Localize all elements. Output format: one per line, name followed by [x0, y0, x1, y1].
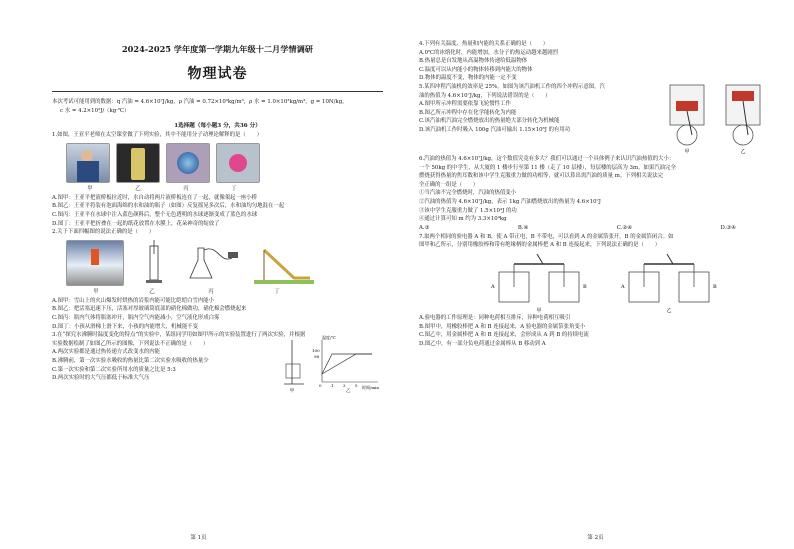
- q6-statement-4: ④通过计算可知 m 约为 3.3×10⁴kg: [419, 216, 507, 223]
- electroscope-caption-jia: 甲: [536, 307, 542, 314]
- graph-y-label: 温度/℃: [322, 335, 336, 341]
- q5-option-b: B.图乙所示冲程中存在化学能转化为内能: [419, 109, 517, 116]
- caption: 丙: [208, 288, 214, 295]
- graph-x-label: 时间/min: [362, 385, 379, 391]
- q5-block: [419, 83, 776, 155]
- q4-option-c: C.温度可以从内能小的物体转移到内能大的物体: [419, 66, 533, 73]
- q3-option-b: B.沸腾前，第一次实验水吸收的热量比第二次实验水吸收的热量少: [52, 357, 209, 364]
- caption: 甲: [87, 185, 93, 192]
- engine-yi: [726, 85, 760, 155]
- q1-option-c: C.图丙：王亚平在水球中注入蓝色颜料后，整个无色透明的水球逐渐变成了蓝色的水球: [52, 211, 258, 218]
- q4-option-a: A.0℃的冰熔化时，内能增加，水分子的热运动越来越剧烈: [419, 49, 559, 56]
- q2-option-b: B.图乙：把活塞迅速下压，活塞对厚玻璃筒底部的硝化棉做功，硝化棉会燃烧起来: [52, 306, 247, 313]
- photo-paper-flower: [216, 143, 260, 183]
- q4-option-d: D.物体的温度不变，物体的内能一定不变: [419, 75, 517, 82]
- constants-line-2: c 水 = 4.2×10³J/（kg·℃）: [60, 107, 130, 114]
- svg-text:A: A: [491, 283, 495, 290]
- q4-stem: 4.下列有关温度、热量和内能的关系正确的是（ ）: [419, 41, 549, 47]
- q5-stem-1: 5.某四冲程汽油机的效率是 25%，如图为该汽油机工作的四个冲程示意图。汽: [419, 83, 605, 90]
- q6-option-d: D.③④: [720, 224, 736, 231]
- graph-tick-5: 5: [355, 383, 358, 389]
- q1-captions: [66, 184, 383, 192]
- photo-astronaut-liquid-bridge: [66, 143, 110, 183]
- q6-option-a: A.③: [419, 224, 430, 231]
- q5-text: [419, 83, 656, 155]
- caption: 乙: [149, 288, 155, 295]
- q6-stem-2: 一个 50kg 的中学生，从大厦的 1 楼步行至第 11 楼（走了 10 层楼），每层楼的层高为 3m，如果汽油完全: [419, 164, 676, 171]
- caption: 丁: [274, 288, 280, 295]
- q1-images: [66, 143, 383, 183]
- photo-volcano: [66, 240, 124, 286]
- graph-caption-1: 甲: [289, 389, 295, 395]
- page-right: [397, 0, 794, 549]
- q3-stem-2: 实验数据绘制了如图乙所示的图像，下列说法不正确的是（ ）: [52, 340, 209, 347]
- q6-stem-4: 全正确的一组是（ ）: [419, 181, 479, 188]
- graph-tick-1: 1: [331, 383, 334, 389]
- q7-option-a: A.验电器的工作原理是：同种电荷相互排斥，异种电荷相互吸引: [419, 314, 571, 321]
- page-number-left: 第 1页: [190, 535, 207, 541]
- q2-images: [66, 240, 383, 286]
- graph-tick-98: 98: [314, 354, 320, 360]
- q2-captions: [66, 287, 383, 295]
- graph-tick-0: 0: [319, 383, 322, 389]
- boiling-experiment-figure: [282, 334, 382, 394]
- q1-option-d: D.图丁：王亚平把折叠在一起的纸花放置在水膜上，花朵神奇的绽放了: [52, 220, 220, 227]
- caption: 丁: [231, 185, 237, 192]
- q5-option-a: A.图甲所示冲程需要依靠飞轮惯性工作: [419, 101, 511, 108]
- exam-subtitle: 物理试卷: [187, 66, 248, 82]
- q5-option-d: D.该汽油机工作时吸入 100g 汽油可输出 1.15×10⁶J 的有用功: [419, 126, 571, 133]
- q2-option-d: D.图丁：小孩从滑梯上滑下来，小孩的内能增大，机械能不变: [52, 323, 198, 330]
- q7-stem-2: 图甲和乙所示，分别用橡胶棒和带有绝缘柄的金属棒把 A 和 B 连接起来，下列说法正确的是（ ）: [419, 242, 661, 249]
- q5-option-c: C.该汽油机汽油完全燃烧放出的热量绝大部分转化为机械能: [419, 118, 560, 125]
- electroscope-diagram: [459, 252, 759, 314]
- q3-option-a: A.两次实验都是通过热传递方式改变水的内能: [52, 349, 161, 356]
- electroscope-yi: [620, 254, 717, 314]
- q3-stem-1: 3.在“探究水沸腾时温度变化的特点”的实验中，某组同学用如图甲所示的实验装置进行了两次实验，并根据: [52, 332, 306, 339]
- svg-text:B: B: [713, 283, 717, 290]
- q2-option-c: C.图丙：瓶内气体将瓶塞冲开，瓶内空气内能减小，空气液化形成白雾: [52, 314, 220, 321]
- exam-title: 2024-2025 学年度第一学期九年级十二月学情调研: [121, 44, 313, 54]
- svg-text:A: A: [621, 283, 625, 290]
- q2-stem: 2.关于下面四幅图的说法正确的是（ ）: [52, 229, 155, 236]
- q6-option-b: B.④: [517, 224, 529, 231]
- q3-option-d: D.两次实验时的大气压都低于标准大气压: [52, 375, 150, 382]
- slide-diagram: [254, 240, 314, 284]
- electroscope-caption-yi: 乙: [666, 307, 672, 314]
- q6-statement-1: ①当汽油不完全燃烧时，汽油的热值变小: [419, 190, 517, 197]
- engine-stroke-diagram: [656, 81, 776, 155]
- graph-caption-2: 乙: [346, 389, 351, 395]
- q6-stem-1: 6.汽油的热值为 4.6×10⁷J/kg，这个数值究竟有多大？我们可以通过一个具体例子来认识汽油热值的大小：: [419, 155, 675, 162]
- q6-stem-3: 燃烧获得热量的焦耳数和该中学生克服重力做的功相等，就可以算出需汽油的质量 m。下列相关说法完: [419, 173, 664, 180]
- engine-caption-jia: 甲: [684, 148, 690, 155]
- caption: 乙: [135, 185, 141, 192]
- q2-option-a: A.图甲：雪山上的火山爆发时烘热的岩浆内能可能比皑皑白雪内能小: [52, 297, 214, 304]
- q7-option-d: D.图乙中，有一部分负电荷通过金属棒从 B 移动到 A: [419, 340, 546, 347]
- photo-bottle-water-oil: [116, 143, 160, 183]
- electroscope-jia: [490, 254, 587, 314]
- q6-statement-2: ②汽油的热值为 4.6×10⁷J/kg，表示 1kg 汽油燃烧放出的热量为 4.6×10⁷J: [419, 198, 601, 205]
- q3-options: [52, 348, 282, 394]
- q7-option-b: B.图甲中，用橡胶棒把 A 和 B 连接起来，A 验电器的金属箔张角变小: [419, 323, 586, 330]
- piston-tube-diagram: [134, 240, 174, 284]
- engine-jia: [670, 85, 704, 155]
- q7-option-c: C.图乙中，用金属棒把 A 和 B 连接起来，会形成从 A 到 B 的持续电流: [419, 332, 589, 339]
- q7-stem-1: 7.取两个相同的验电器 A 和 B，使 A 带正电，B 不带电，可以看到 A 的金属箔张开，B 的金属箔闭合。如: [419, 233, 674, 240]
- graph-tick-100: 100: [312, 348, 320, 354]
- caption: 甲: [93, 288, 99, 295]
- caption: 丙: [183, 185, 189, 192]
- q5-stem-2: 油的热值为 4.6×10⁷J/kg，下列说法错误的是（ ）: [419, 92, 551, 99]
- page-number-right: 第 2页: [587, 535, 604, 541]
- photo-astronaut-waterball: [166, 143, 210, 183]
- engine-caption-yi: 乙: [740, 148, 746, 155]
- flask-stopper-diagram: [184, 240, 244, 284]
- divider: [52, 91, 383, 92]
- constants-line-1: 本次考试可能用到的数据：q 汽油 = 4.6×10⁷J/kg，ρ 汽油 = 0.72×10³kg/m³，ρ 水 = 1.0×10³kg/m³，g = 10N/kg，: [52, 99, 348, 105]
- q6-statement-3: ③该中学生克服重力做了 1.5×10⁴J 的功: [419, 207, 517, 214]
- q6-options: [419, 224, 776, 233]
- svg-text:B: B: [583, 283, 587, 290]
- q4-option-b: B.热量总是自发地从高温物体传递给低温物体: [419, 58, 528, 65]
- q1-option-b: B.图乙：王亚平将装有泡面海绵的水和油的瓶子（如图）反复摇晃多次后，水和油均匀地混在一起: [52, 203, 285, 210]
- q1-stem: 1.如图，王亚平老师在太空课堂做了下列实验，其中不能用分子动理论解释的是（ ）: [52, 132, 262, 139]
- q6-option-c: C.②④: [616, 224, 633, 231]
- graph-tick-3: 3: [343, 383, 346, 389]
- q3-option-c: C.第一次实验和第二次实验所用水的质量之比是 5:3: [52, 366, 176, 373]
- q6-block: [419, 155, 776, 224]
- q1-option-a: A.图甲：王亚平把液桥板拉近时，水自动将两片液桥板连在了一起，就像架起一座小桥: [52, 194, 258, 201]
- section-heading: 1选择题（每小题3 分，共36 分）: [174, 123, 261, 130]
